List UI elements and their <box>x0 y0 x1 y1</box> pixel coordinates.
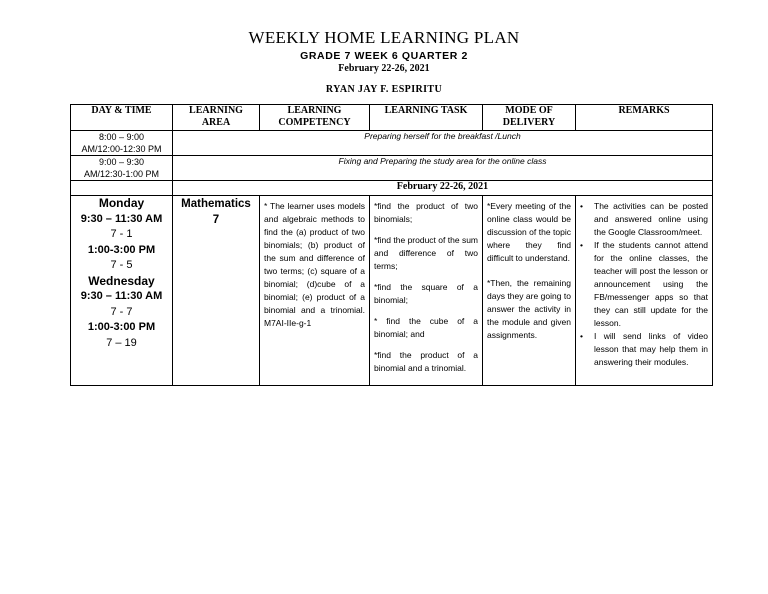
header-learning-task: LEARNING TASK <box>370 105 483 131</box>
wednesday-morning-time: 9:30 – 11:30 AM <box>80 290 163 302</box>
table-header-row <box>71 105 713 131</box>
breakfast-note: Preparing herself for the breakfast /Lunch <box>173 131 713 156</box>
remark-item: • I will send links of video lesson that may help them in answering their modules. <box>580 331 708 367</box>
teacher-name: RYAN JAY F. ESPIRITU <box>325 84 443 95</box>
empty-cell <box>71 181 173 196</box>
schedule-cell <box>71 196 173 386</box>
task-item: *find the square of a binomial; <box>374 282 478 305</box>
bullet-icon: • <box>580 331 583 341</box>
monday-morning-time: 9:30 – 11:30 AM <box>80 212 163 225</box>
learning-area-cell: Mathematics 7 <box>173 196 260 386</box>
page-title: WEEKLY HOME LEARNING PLAN <box>248 28 520 47</box>
delivery-item: *Then, the remaining days they are going to answer the activity in the module and given assignments. <box>487 278 571 340</box>
task-item: *find the product of a binomial and a trinomial. <box>374 350 478 373</box>
wednesday-afternoon-section: 7 – 19 <box>106 336 137 349</box>
remark-item: • The activities can be posted and answered online using the Google Classroom/meet. <box>580 201 708 237</box>
competency-cell <box>260 196 370 386</box>
table-row-mathematics <box>71 196 713 386</box>
bullet-icon: • <box>580 240 583 250</box>
task-item: *find the product of the sum and difference of two terms; <box>374 235 478 271</box>
date-range: February 22-26, 2021 <box>338 63 430 74</box>
header-remarks: REMARKS <box>576 105 713 131</box>
learning-plan-table <box>70 104 713 386</box>
header-day-time: DAY & TIME <box>71 105 173 131</box>
header-mode-of-delivery: MODE OF DELIVERY <box>483 105 576 131</box>
task-item: *find the product of two binomials; <box>374 201 478 224</box>
monday-morning-section: 7 - 1 <box>110 228 133 240</box>
monday-afternoon-section: 7 - 5 <box>110 259 133 271</box>
delivery-cell <box>483 196 576 386</box>
study-area-note: Fixing and Preparing the study area for the online class <box>173 156 713 181</box>
table-row <box>71 156 713 181</box>
time-cell-breakfast: 8:00 – 9:00 AM/12:00-12:30 PM <box>71 131 173 156</box>
delivery-item: *Every meeting of the online class would be discussion of the topic where they find difficult to understand. <box>487 201 571 263</box>
header-learning-area: LEARNING AREA <box>173 105 260 131</box>
bullet-icon: • <box>580 201 583 211</box>
task-item: * find the cube of a binomial; and <box>374 316 478 339</box>
remarks-cell <box>576 196 713 386</box>
week-date-row: February 22-26, 2021 <box>173 181 713 196</box>
remark-item: • If the students cannot attend for the online classes, the teacher will post the lesson or announcement using the FB/messenger apps so that they can still update for the lesson. <box>580 240 708 328</box>
day-monday: Monday <box>98 196 145 210</box>
wednesday-morning-section: 7 - 7 <box>110 305 133 318</box>
monday-afternoon-time: 1:00-3:00 PM <box>87 243 156 256</box>
day-wednesday: Wednesday <box>88 273 155 288</box>
table-row <box>71 181 713 196</box>
time-cell-study-area: 9:00 – 9:30 AM/12:30-1:00 PM <box>71 156 173 181</box>
table-row <box>71 131 713 156</box>
wednesday-afternoon-time: 1:00-3:00 PM <box>87 321 156 333</box>
task-cell <box>370 196 483 386</box>
header-learning-competency: LEARNING COMPETENCY <box>260 105 370 131</box>
grade-week-quarter: GRADE 7 WEEK 6 QUARTER 2 <box>300 50 468 62</box>
competency-text: * The learner uses models and algebraic methods to find the (a) product of two binomials; (b) product of the sum and difference of two terms; (c) square of a binomial; (d)cube of a binomial; (e) product of a binomial and a trinomial. M7AI-IIe-g-1 <box>264 201 365 328</box>
